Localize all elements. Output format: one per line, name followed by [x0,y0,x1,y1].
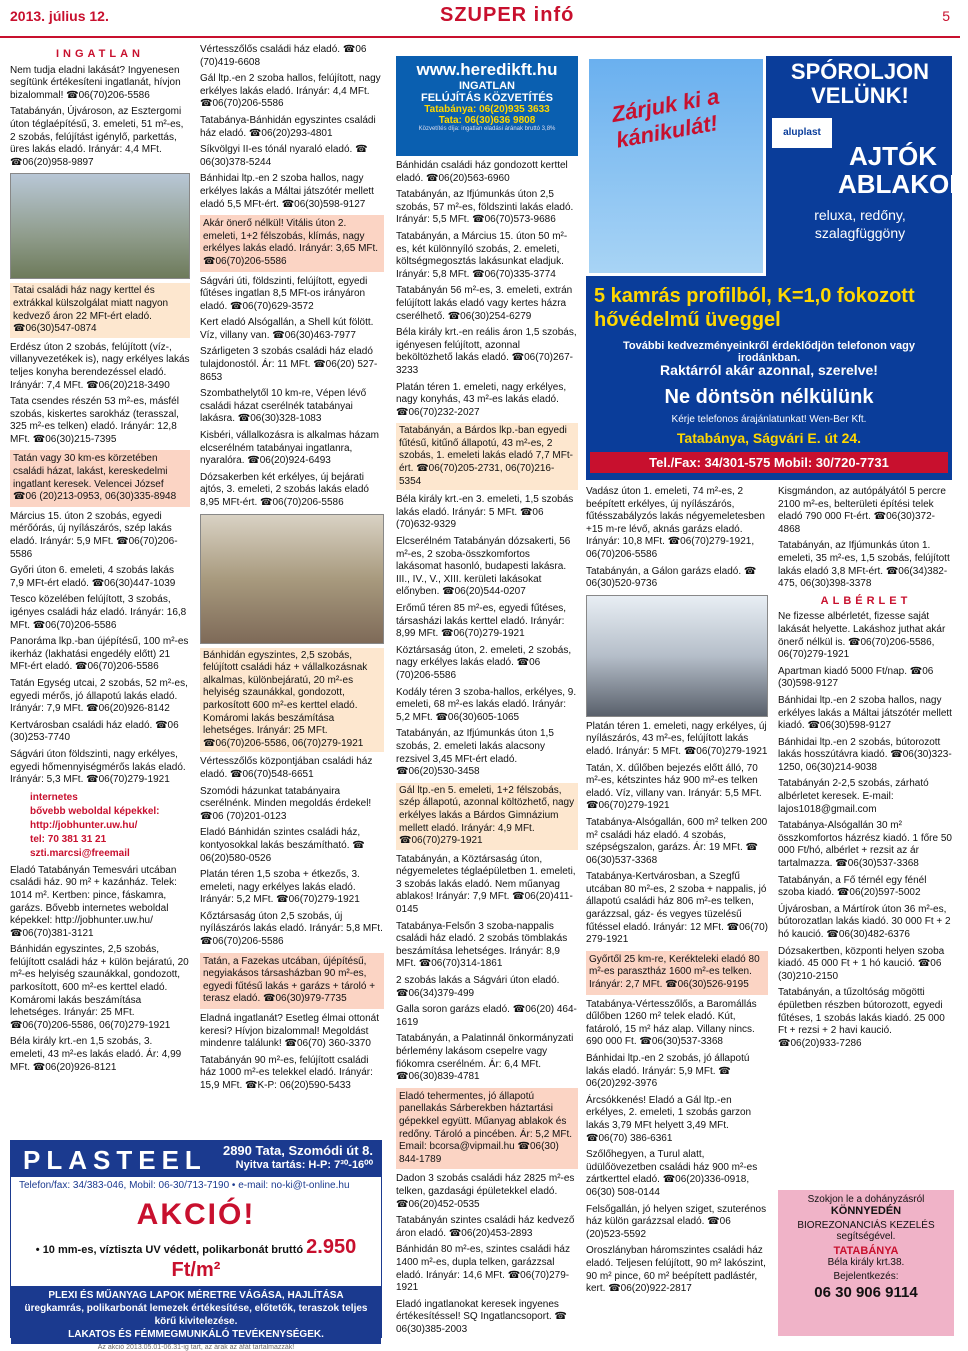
classified-ad: Nem tudja eladni lakását? Ingyenesen segítünk értékesíteni ingatlanát, hívjon bizalommal! ☎06(70)206-5586 [10,64,181,101]
wenber-subproducts: reluxa, redőny, szalagfüggöny [814,207,906,241]
classified-ad: Tatabánya-Alsógallán, 600 m² telken 200 m² családi ház eladó. 4 szobás, szépségszalon, garázs. Ár: 19 MFt. ☎ 06(30)537-3368 [586,816,768,866]
classified-ad: Eladó Bánhidán szintes családi ház, kontyosokkal lakás beszámítható. ☎ 06(20)580-0526 [200,827,365,864]
classified-ad: Tatabányán, a Fő térnél egy fénél szoba kiadó. ☎06(20)597-5002 [778,874,927,899]
classified-ad: Felsőgallán, jó helyen sziget, szuterénos ház külön garázzsal eladó. ☎06 (20)523-5592 [586,1203,767,1240]
heredikft-phone2: Tata: 06(30)636 9808 [438,115,536,126]
classified-ad: Tesco közelében felújított, 3 szobás, igényes családi ház eladó. Irányár: 16,8 MFt. ☎06(70)206-5586 [10,594,187,631]
wenber-request: Kérje telefonos árajánlatunkat! Wen-Ber Kft. [671,414,867,425]
classified-ad: Vértesszőlős központjában családi ház eladó. ☎06(70)548-6651 [200,756,373,780]
heredikft-line1: INGATLAN [458,80,515,92]
classified-ad: Szombathelytől 10 km-re, Vépen lévő családi házat cserélnék tatabányai lakásra. ☎06(30)328-1083 [200,388,367,425]
column-4 [586,486,768,1300]
heredikft-ad [396,56,578,156]
classified-ad: Tatán, X. dűlőben bejezés előtt álló, 70 m²-es, kétszintes ház 900 m²-es telken eladó. Víz, villany van. Irányár: 5,5 MFt. ☎06(70)279-1921 [586,762,762,812]
wenber-tagline: Ne döntsön nélkülünk [664,386,874,408]
wenber-phone: Tel./Fax: 34/301-575 Mobil: 30/720-7731 [590,452,948,473]
classified-ad: Bánhidán családi ház gondozott kerttel eladó. ☎06(20)563-6960 [396,160,568,184]
classified-ad: Platán téren 1. emeleti, nagy erkélyes, nagy konyhás, 43 m²-es lakás eladó. ☎06(70)232-2027 [396,381,567,418]
heredikft-note: Közvetítés díja: ingatlan eladási árának bruttó 3,8% [418,126,556,132]
newspaper-logo: SZUPER infó [440,4,575,26]
heredikft-url[interactable]: www.heredikft.hu [416,60,558,79]
classified-ad: Tatabányán 90 m²-es, felújított családi ház 1000 m²-es telekkel eladó. Irányár: 15,9 MFt. ☎K-P: 06(20)590-5433 [200,1054,373,1091]
classified-ad: Szárligeten 3 szobás családi ház eladó tulajdonostól. Ár: 11 MFt. ☎06(20) 527-8653 [200,346,378,383]
wenber-slogan: Zárjuk ki a kánikulát! [609,83,722,153]
classified-ad: Tatabánya-Alsógallán 30 m² összkomfortos házrész kiadó. 1 főre 50 000 Ft/hó, albérlet + rezsit az ár tartalmazza. ☎06(30)537-3368 [778,820,952,870]
classified-ad: Elcserélném Tatabányán dózsakerti, 56 m²-es, 2 szoba-összkomfortos lakásomat hasonló, budapesti lakásra. III., IV., V., XIII. kerületi lakásokat előnyben. ☎06(20)544-0207 [396,536,571,598]
wenber-ad [586,56,968,480]
plasteel-service-2: üregkamrás, polikarbonát lemezek értékesítése, előtetők, teraszok teljes körű kivitelezése. [24,1303,368,1327]
classified-ad-highlight: Bánhidán egyszintes, 2,5 szobás, felújított családi ház + vállalkozásnak alkalmas, különbejáratú, 20 m²-es helyiség szaunákkal, gondozott, parkosított 600 m²-es kerttel eladó. Komáromi lakás beszámítása lehetséges. Irányár: 25 MFt. ☎06(70)206-5586, 06(70)279-1921 [200,648,384,753]
heredikft-line2: FELÚJÍTÁS KÖZVETÍTÉS [420,92,553,104]
smoking-ad-line2: KÖNNYEDÉN [830,1205,902,1217]
issue-date: 2013. július 12. [10,8,109,24]
classified-ad-highlight: Tatai családi ház nagy kerttel és extrákkal külszolgálat miatt nagyon kedvező áron 22 MFt-ért eladó. ☎06(30)547-0874 [10,283,190,337]
classified-ad: Március 15. úton 2 szobás, egyedi mérőórás, új nyílászárós, szép lakás eladó. Irányár: 5,9 MFt. ☎06(70)206-5586 [10,510,178,560]
aluplast-logo: aluplast [772,118,832,148]
internet-phone: tel: 70 381 31 21 [30,833,107,845]
plasteel-footnote: Az akció 2013.05.01-06.31-ig tart, az árak az áfát tartalmazzák! [97,1344,295,1351]
classified-ad-highlight: Gál ltp.-en 5. emeleti, 1+2 félszobás, szép állapotú, azonnal költözhető, nagy erkélyes lakás a Bárdos Gimnázium mellett eladó. Irányár: 4,9 MFt. ☎06(70)279-1921 [396,783,578,850]
classified-ad: Tatabányán 56 m²-es, 3. emeleti, extrán felújított lakás eladó vagy kertes házra cserélhető. ☎06(30)254-6279 [396,285,573,322]
classified-ad: Kisbéri, vállalkozásra is alkalmas házam elcserélném tatabányai ingatlanra, nyaralóra. ☎06(20)924-6493 [200,430,379,467]
section-title-ingatlan: INGATLAN [55,48,144,60]
classified-ad: Bánhidai ltp.-en 2 szoba hallos, nagy erkélyes lakás a Máltai játszótér mellett kiadó. ☎06(30)598-9127 [778,694,952,732]
heredikft-phone1: Tatabánya: 06(20)935 3633 [424,104,550,115]
classified-ad: Tatabánya-Felsőn 3 szoba-nappalis családi ház eladó. 2 szobás tömblakás beszámítása lehetséges. Irányár: 8,9 MFt. ☎06(70)314-1861 [396,920,568,970]
classified-ad: Bánhidán 80 m²-es, szintes családi ház 1400 m²-es, dupla telken, garázzsal eladó. Irányár: 14,6 MFt. ☎06(70)279-1921 [396,1244,570,1294]
classified-ad: Dózsakertben, központi helyen szoba kiadó. 45 000 Ft + 1 hó kaució. ☎06 (30)210-2150 [778,945,945,982]
classified-ad: Tatabányán 2-2,5 szobás, zárható albérletet keresek. E-mail: lajos1018@gmail.com [778,778,929,815]
classified-ad: Oroszlányban háromszintes családi ház eladó. Teljesen felújított, 90 m² lakószint, 90 m² pince, 60 m² beépített padlástér, kert. ☎06(20)922-2817 [586,1245,766,1295]
internet-line: bővebb weboldal képekkel: [30,805,160,817]
internet-title: internetes [30,791,78,803]
classified-ad: Eladná ingatlanát? Esetleg élmai ottonát keresi? Hívjon bizalommal! Megoldást mindenre találunk! ☎06(70) 360-3370 [200,1013,380,1050]
column-2 [200,44,384,1097]
classified-ad: Bánhidai ltp.-en 2 szoba hallos, nagy erkélyes lakás a Máltai játszótér mellett eladó 5,5 MFt-ért. ☎06(30)598-9127 [200,173,374,210]
plasteel-address: 2890 Tata, Szomódi út 8. [222,1143,373,1158]
plasteel-address-box [223,1143,373,1171]
classified-ad: Tatabányán, Újvároson, az Esztergomi úton téglaépítésű, 3. emeleti, 51 m²-es, 2 szobás, felújítást igénylő, parkettás, üres lakás eladó. Irányár: 4,4 MFt. ☎06(20)958-9897 [10,106,184,168]
classified-ad: Béla király krt.-en 3. emeleti, 1,5 szobás lakás eladó. Irányár: 5 MFt. ☎06 (70)632-9329 [396,494,574,531]
plasteel-contact: Telefon/fax: 34/383-046, Mobil: 06-30/713-7190 • e-mail: no-ki@t-online.hu [19,1180,350,1191]
classified-ad-highlight: Győrtől 25 km-re, Kerékteleki eladó 80 m²-es parasztház 1600 m²-es telken. Irányár: 2,7 MFt. ☎06(30)526-9195 [586,951,768,995]
classified-ad: Kertvárosban családi ház eladó. ☎06 (30)253-7740 [10,719,179,744]
column-1 [10,44,190,1078]
classified-ad: Vadász úton 1. emeleti, 74 m²-es, 2 beépített erkélyes, új nyílászárós, fűtésszabályzós lakás négyemeletesben +15 m-re lévő, aknás garázs eladó. Irányár: 10,8 MFt. ☎06(70)279-1921, 06(70)206-5586 [586,486,765,560]
classified-ad-highlight: Akár önerő nélkül! Vitális úton 2. emeleti, 1+2 félszobás, klímás, nagy erkélyes lakás eladó. Irányár: 3,65 MFt. ☎06(70)206-5586 [200,215,384,271]
wenber-address: Tatabánya, Ságvári E. út 24. [676,430,862,446]
classified-ad: Dózsakerben két erkélyes, új bejárati ajtós, 3. emeleti, 2 szobás lakás eladó 8,95 MFt-ért. ☎06(70)206-5586 [200,471,369,508]
wenber-more: További kedvezményeinkről érdeklődjön telefonon vagy irodánkban. [623,340,915,364]
house-photo [10,173,190,279]
smoking-ad-city: TATABÁNYA [833,1245,899,1257]
smoking-ad-address: Béla király krt.38. [827,1257,905,1268]
classified-ad: Árcsókkenés! Eladó a Gál ltp.-en erkélyes, 2. emeleti, 1 szobás garzon lakás 3,79 MFt helyett 3,49 MFt. ☎06(70) 386-6361 [586,1094,752,1144]
plasteel-header [11,1141,381,1177]
classified-ad: Tatabányán, a Gálon garázs eladó. ☎ 06(30)520-9736 [586,565,757,590]
classified-ad: Eladó Tatabányán Temesvári utcában családi ház. 90 m² + kazánház. Telek: 1014 m². Kertben: pince, fáskamra, garázs. Bővebb internetes weboldal képekkel: http://jobhunter.uw.hu/ ☎06(70)381-3121 [10,864,177,939]
classified-ad: Gál ltp.-en 2 szoba hallos, felújított, nagy erkélyes lakás eladó. Irányár: 4,4 MFt. ☎06(70)206-5586 [200,73,381,110]
classified-ad: Ne fizesse albérletét, fizesse saját lakását helyette. Lakáshoz juthat akár önerő nélkül is. ☎06(70)206-5586, 06(70)279-1921 [778,611,946,661]
internet-email[interactable]: szti.marcsi@freemail [30,847,130,859]
smoking-ad-phone: 06 30 906 9114 [814,1284,918,1301]
classified-ad: Tatabányán, az Ifjúmunkás úton 1,5 szobás, 2. emeleti lakás alacsony rezsivel 3,45 MFt-ért eladó. ☎06(20)530-3458 [396,728,554,778]
classified-ad: Kodály téren 3 szoba-hallos, erkélyes, 9. emeleti, 68 m²-es lakás eladó. Irányár: 5,2 MFt. ☎06(30)605-1065 [396,686,577,723]
classified-ad: Kisgmándon, az autópályától 5 percre 2100 m²-es, belterületi építési telek eladó 790 000 Ft-ért. ☎06(30)372-4868 [778,486,946,535]
classified-ad: Galla soron garázs eladó. ☎06(20) 464-1619 [396,1004,577,1028]
classified-ad: Béla király krt.-en 1,5 szobás, 3. emeleti, 43 m²-es lakás eladó. Ár: 4,99 MFt. ☎06(20)926-8121 [10,1036,182,1073]
plasteel-akcio: AKCIÓ! [136,1198,256,1231]
plasteel-ad [10,1140,382,1351]
classified-ad: Tatabánya-Vértesszőlős, a Baromállás dűlőben 1260 m² telek eladó. Kút, fatároló, 15 m² ház alap. Villany nincs. 690 000 Ft. ☎06(30)537-3368 [586,998,757,1048]
classified-ad: Platán téren 1. emeleti, nagy erkélyes, új nyílászárós, 43 m²-es, felújított lakás eladó. Irányár: 5 MFt. ☎06(70)279-1921 [586,720,768,757]
classified-ad: Platán téren 1,5 szoba + étkezős, 3. emeleti, nagy erkélyes lakás eladó. Irányár: 5,2 MFt. ☎06(70)279-1921 [200,869,360,906]
classified-ad: Bánhidán egyszintes, 2,5 szobás, felújított családi ház + külön bejáratú, 20 m²-es helyiség szaunákkal, gondozott, parkosított, 600 m²-es kerttel eladó. Komáromi lakás beszámítása lehetséges. Irányár: 25 MFt. ☎06(70)206-5586, 06(70)279-1921 [10,944,189,1031]
classified-ad: Tatabányán, a Palatinnál önkormányzati bérlemény lakásom csepelre vagy fiókomra cserélném. Ár: 6,4 MFt. ☎06(30)839-4781 [396,1033,574,1083]
internet-url[interactable]: http://jobhunter.uw.hu/ [30,819,138,831]
classified-ad: Tata csendes részén 53 m²-es, másfél szobás, kiskertes sarokház (terasszal, 325 m²-es telken) eladó. Irányár: 12,8 MFt. ☎06(30)215-7395 [10,396,179,445]
classified-ad-highlight: Tatabányán, a Bárdos lkp.-ban egyedi fűtésű, kitűnő állapotú, 43 m²-es, 2 szobás, 1. emeleti lakás eladó 7,7 MFt-ért. ☎06(70)205-2731, 06(70)216-5354 [396,423,578,490]
classified-ad: Tatabányán, az Ifjúmunkás úton 2,5 szobás, 57 m²-es, földszinti lakás eladó. Irányár: 5,5 MFt. ☎06(70)573-9686 [396,189,574,226]
plasteel-services [11,1286,381,1344]
column-5 [778,486,954,1054]
classified-ad: Újvárosban, a Mártírok úton 36 m²-es, bútorozatlan lakás kiadó. 30 000 Ft + 2 hó kaució. ☎06(30)482-6376 [778,903,951,940]
classified-ad: Panoráma lkp.-ban újépítésű, 100 m²-es ikerház (lakhatási engedély előtt) 21 MFt-ért eladó. ☎06(70)206-5586 [10,636,189,673]
page-number: 5 [942,8,950,24]
classified-ad: Tatabányán, a Köztársaság úton, négyemeletes téglaépületben 1. emeleti, 3 szobás lakás eladó. Nem műanyag ablakos! Irányár: 7,9 MFt. ☎06(20)411-0145 [396,853,576,916]
wenber-stock: Raktárról akár azonnal, szerelve! [660,362,878,378]
classified-ad: Tatabánya-Bánhidán egyszintes családi ház eladó. ☎06(20)293-4801 [200,114,376,139]
wenber-headline: SPÓROLJON VELÜNK! [790,59,930,108]
column-3 [396,160,578,1340]
classified-ad: Tatabányán, az Ifjúmunkás úton 1. emeleti, 35 m²-es, 1,5 szobás, felújított lakás eladó 3,8 MFt-ért. ☎06(34)382-475, 06(30)398-3378 [778,540,950,590]
classified-ad-highlight: Eladó tehermentes, jó állapotú panellakás Sárberekben háztartási gépekkel együtt. Műanyag ablakok és redőny. Tároló a pincében. Ár: 5,2 MFt. Email: bcorsa@vipmail.hu ☎06(30) 844-1789 [396,1088,578,1170]
wenber-profile: 5 kamrás profilból, K=1,0 fokozott hővédelmű üveggel [594,285,915,331]
classified-ad: Ságvári úti, földszinti, felújított, egyedi fűtéses ingatlan 8,5 MFt-os irányáron eladó. ☎06(70)629-3572 [200,275,368,312]
section-title-alberlet: ALBÉRLET [820,594,912,607]
classified-ad: Tatabányán szintes családi ház kedvező áron eladó. ☎06(20)453-2893 [396,1215,575,1239]
classified-ad: Tatabányán, a Március 15. úton 50 m²-es, két különnyíló szobás, 2. emeleti, költségmegosztás lakásunkat eladjuk. Irányár: 5,8 MFt. ☎06(70)335-3774 [396,230,568,280]
internet-box [30,791,190,861]
classified-ad: Vértesszőlős családi ház eladó. ☎06 (70)419-6608 [200,44,367,68]
plasteel-service-1: PLEXI ÉS MŰANYAG LAPOK MÉRETRE VÁGÁSA, HAJLÍTÁSA [48,1290,344,1301]
classified-ad: Béla király krt.-en reális áron 1,5 szobás, igényesen felújított, azonnal beköltözhető lakás eladó. ☎06(70)267-3233 [396,327,577,376]
classified-ad: Kőztársaság úton 2,5 szobás, új nyílászárós lakás eladó. Irányár: 5,8 MFt. ☎06(70)206-5586 [200,910,383,948]
plasteel-price-line [11,1236,381,1282]
classified-ad: Köztársaság úton, 2. emeleti, 2 szobás, nagy erkélyes lakás eladó. ☎06 (70)206-5586 [396,644,572,681]
kitchen-photo [586,595,768,717]
classified-ad: Szomódi házunkat tatabányaira cserélnénk. Minden megoldás érdekel! ☎06 (70)201-0123 [200,785,372,822]
classified-ad: Dadon 3 szobás családi ház 2825 m²-es telken, gazdasági épületekkel eladó. ☎06(20)452-0535 [396,1173,575,1210]
classified-ad: Erőmű téren 85 m²-es, egyedi fűtéses, társasházi lakás kerttel eladó. Irányár: 8,99 MFt. ☎06(70)279-1921 [396,603,567,640]
plasteel-price-text: • 10 mm-es, víztiszta UV védett, polikarbonát bruttó [35,1244,304,1256]
window-graphic [586,56,766,276]
plasteel-service-3: LAKATOS ÉS FÉMMEGMUNKÁLÓ TEVÉKENYSÉGEK. [68,1329,324,1340]
smoking-ad [778,1190,954,1336]
classified-ad: Síkvölgyi II-es tónál nyaraló eladó. ☎ 06(30)378-5244 [200,144,368,168]
plasteel-brand: PLASTEEL [23,1145,207,1175]
classified-ad: Bánhidai ltp.-en 2 szobás, jó állapotú lakás eladó. Irányár: 5,9 MFt. ☎ 06(20)292-3976 [586,1053,750,1090]
smoking-ad-booking: Bejelentkezés: [833,1271,899,1282]
classified-ad: Tatán Egység utcai, 2 szobás, 52 m²-es, egyedi mérős, jó állapotú lakás eladó. Irányár: 7,9 MFt. ☎06(20)926-8142 [10,677,188,715]
classified-ad: Szőlőhegyen, a Turul alatt, üdülőövezetben családi ház 900 m²-es zártkerttel eladó. ☎06(20)336-0918, 06(30) 508-0144 [586,1149,758,1198]
page-header [0,0,960,38]
classified-ad: Tatabánya-Kertvárosban, a Szegfű utcában 80 m²-es, 2 szoba + nappalis, jó állapotú családi ház 806 m²-es telken, garázzsal, gáz- és vegyes tüzelésű fűtéssel eladó. Irányár: 12 MFt. ☎06(70) 279-1921 [586,871,768,946]
classified-ad: 2 szobás lakás a Ságvári úton eladó. ☎06(34)379-499 [396,975,560,999]
classified-ad: Tatabányán, a tűzoltóság mögötti épületben részben bútorozott, egyedi fűtéses, 1 szobás lakás kiadó. 25 000 Ft + rezsi + 2 havi kaució. ☎06(20)933-7286 [778,987,945,1049]
classified-ad: Győri úton 6. emeleti, 4 szobás lakás 7,9 MFt-ért eladó. ☎06(30)447-1039 [10,565,176,589]
plasteel-price: 2.950 Ft/m² [171,1236,357,1281]
classified-ad: Apartman kiadó 5000 Ft/nap. ☎06 (30)598-9127 [778,665,934,690]
interior-photo [200,514,384,644]
classified-ad: Erdész úton 2 szobás, felújított (víz-, villanyvezetékek is), nagy erkélyes lakás teljes konyha berendezéssel eladó. Irányár: 7,4 MFt. ☎06(20)218-3490 [10,341,190,391]
classified-ad: Kert eladó Alsógallán, a Shell kút fölött. Víz, villany van. ☎06(30)463-7977 [200,317,374,341]
wenber-products: AJTÓK ABLAKOK [838,141,968,199]
classified-ad: Ságvári úton földszinti, nagy erkélyes, egyedi hőmennyiségmérős lakás eladó. Irányár: 5,3 MFt. ☎06(70)279-1921 [10,748,186,786]
classified-ad: Eladó ingatlanokat keresek ingyenes értékesítéssel! SQ Ingatlancsoport. ☎ 06(30)385-2003 [396,1298,567,1335]
plasteel-hours: Nyitva tartás: H-P: 7³⁰-16⁰⁰ [235,1159,373,1171]
classified-ad-highlight: Tatán vagy 30 km-es körzetében családi házat, lakást, kereskedelmi ingatlant keresek. Velencei József ☎06 (20)213-0953, 06(30)335-8948 [10,450,190,506]
smoking-ad-line1: Szokjon le a dohányzásról [807,1194,925,1205]
classified-ad: Bánhidai ltp.-en 2 szobás, bútorozott lakás hosszútávra kiadó. ☎06(30)323-1250, 06(30)214-9038 [778,736,952,773]
smoking-ad-line3: BIOREZONANCIÁS KEZELÉS segítségével. [797,1220,935,1242]
classified-ad-highlight: Tatán, a Fazekas utcában, újépítésű, negyiakásos társasházban 90 m²-es, egyedi fűtésű lakás + garázs + tároló + terasz eladó. ☎06(30)979-7735 [200,953,384,1009]
